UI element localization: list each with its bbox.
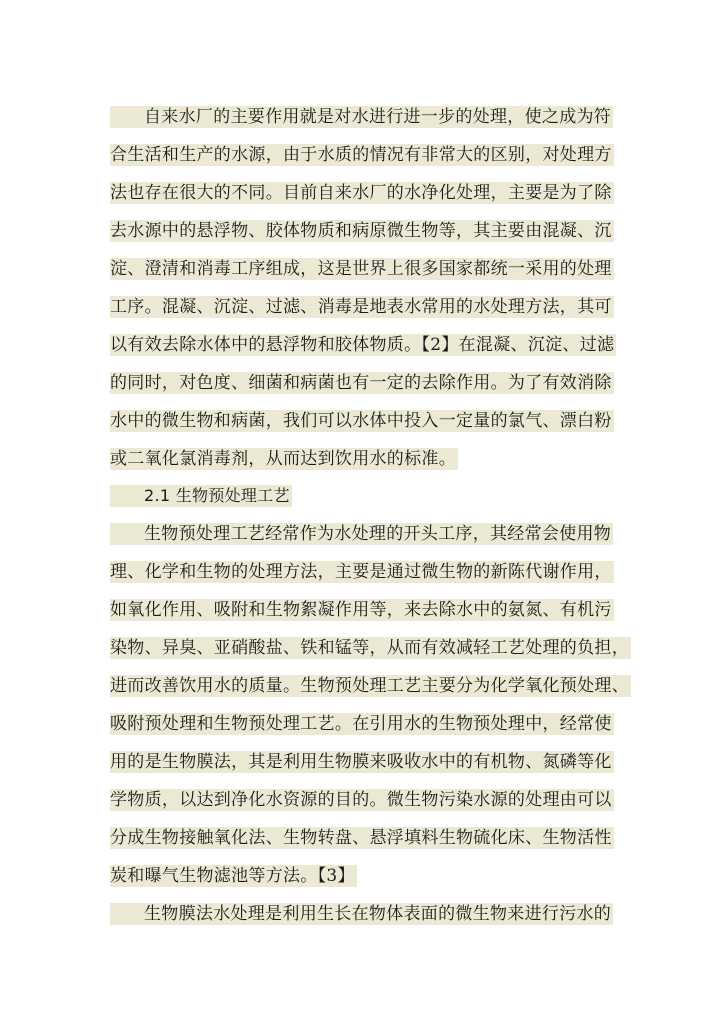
paragraph-line: 分成生物接触氧化法、生物转盘、悬浮填料生物硫化床、生物活性: [110, 828, 612, 848]
paragraph-line: 以有效去除水体中的悬浮物和胶体物质。【2】在混凝、沉淀、过滤: [110, 335, 615, 355]
paragraph-line: 或二氧化氯消毒剂，从而达到饮用水的标准。: [110, 449, 456, 469]
paragraph-line: 理、化学和生物的处理方法，主要是通过微生物的新陈代谢作用，: [110, 562, 612, 582]
paragraph-line: 染物、异臭、亚硝酸盐、铁和锰等，从而有效减轻工艺处理的负担，: [110, 638, 629, 658]
paragraph-line: 工序。混凝、沉淀、过滤、消毒是地表水常用的水处理方法，其可: [110, 297, 612, 317]
paragraph-line: 淀、澄清和消毒工序组成，这是世界上很多国家都统一采用的处理: [110, 259, 612, 279]
paragraph-line: 吸附预处理和生物预处理工艺。在引用水的生物预处理中，经常使: [110, 714, 612, 734]
section-heading: 2.1 生物预处理工艺: [110, 485, 292, 507]
paragraph-line: 自来水厂的主要作用就是对水进行进一步的处理，使之成为符: [110, 106, 613, 128]
paragraph-line: 水中的微生物和病菌，我们可以水体中投入一定量的氯气、漂白粉: [110, 411, 612, 431]
paragraph-line: 用的是生物膜法，其是利用生物膜来吸收水中的有机物、氮磷等化: [110, 752, 612, 772]
paragraph-line: 学物质，以达到净化水资源的目的。微生物污染水源的处理由可以: [110, 790, 612, 810]
paragraph-line: 生物预处理工艺经常作为水处理的开头工序，其经常会使用物: [110, 523, 613, 545]
paragraph-line: 去水源中的悬浮物、胶体物质和病原微生物等，其主要由混凝、沉: [110, 221, 612, 241]
paragraph-line: 的同时，对色度、细菌和病菌也有一定的去除作用。为了有效消除: [110, 373, 612, 393]
paragraph-line: 炭和曝气生物滤池等方法。【3】: [110, 866, 355, 886]
paragraph-line: 进而改善饮用水的质量。生物预处理工艺主要分为化学氧化预处理、: [110, 676, 629, 696]
paragraph-line: 如氧化作用、吸附和生物絮凝作用等，来去除水中的氨氮、有机污: [110, 600, 612, 620]
paragraph-line: 生物膜法水处理是利用生长在物体表面的微生物来进行污水的: [110, 903, 613, 925]
paragraph-line: 法也存在很大的不同。目前自来水厂的水净化处理，主要是为了除: [110, 183, 612, 203]
paragraph-line: 合生活和生产的水源，由于水质的情况有非常大的区别，对处理方: [110, 145, 612, 165]
